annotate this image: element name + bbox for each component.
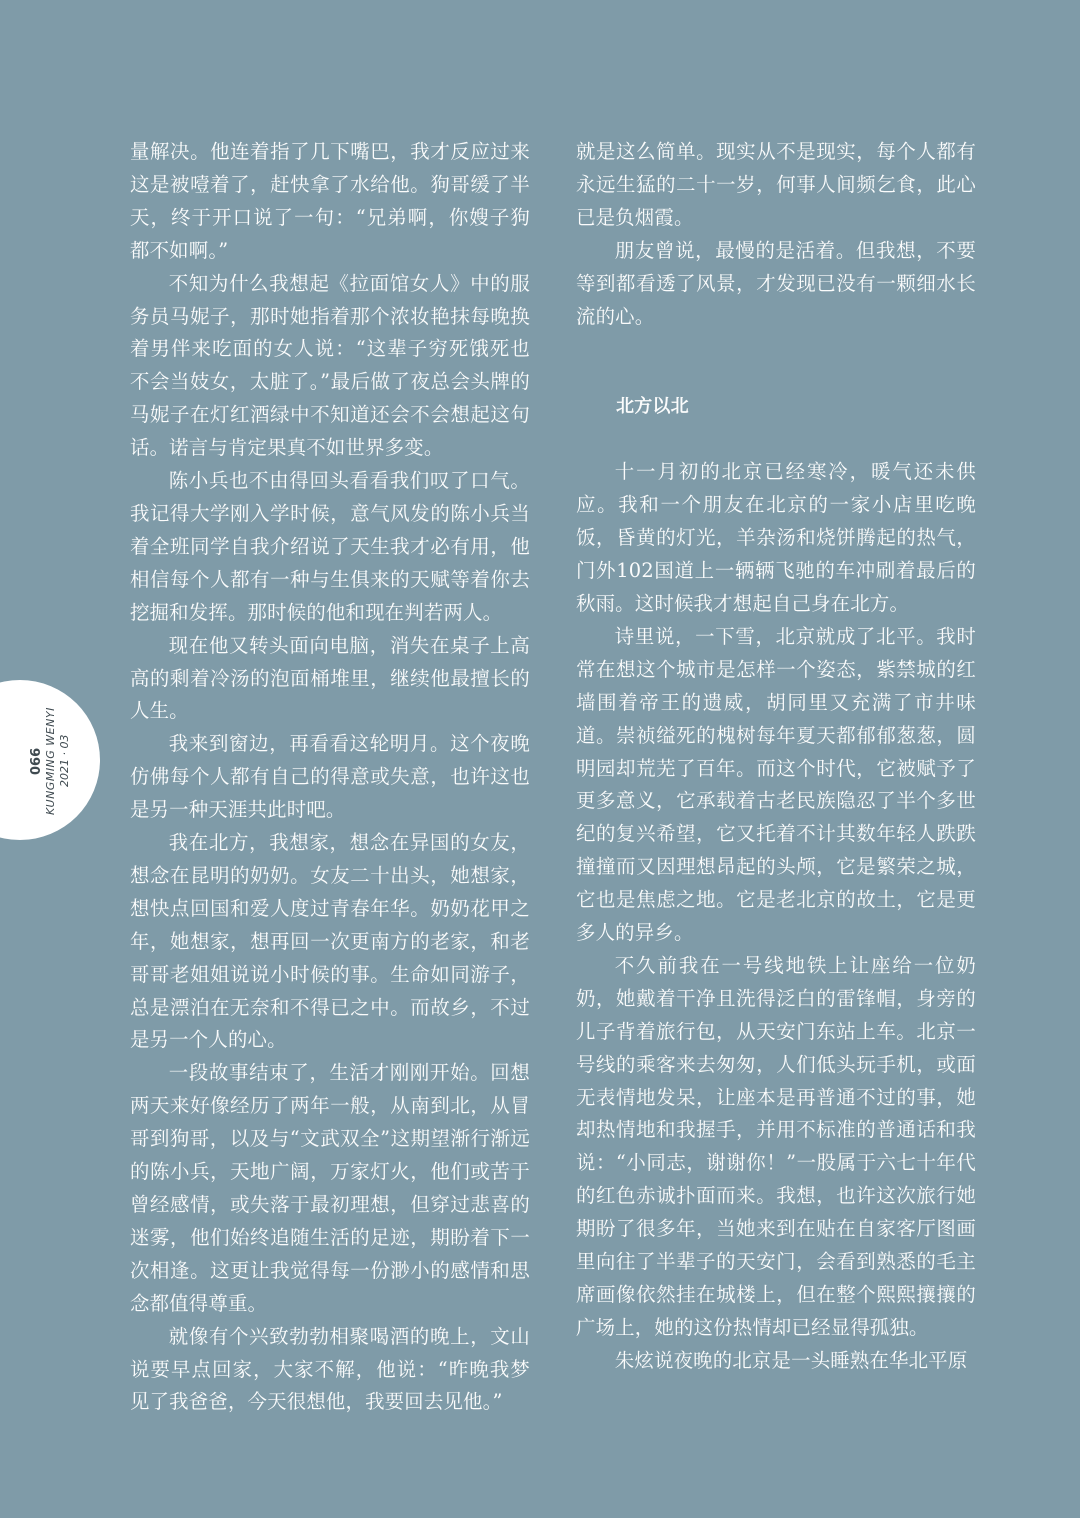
paragraph: 一段故事结束了，生活才刚刚开始。回想两天来好像经历了两年一般，从南到北，从冒哥到狗哥，以及与“文武双全”这期望渐行渐远的陈小兵，天地广阔，万家灯火，他们或苦于曾经感情，或失落于最初理想，但穿过悲喜的迷雾，他们始终追随生活的足迹，期盼着下一次相逢。这更让我觉得每一份渺小的感情和思念都值得尊重。 [130, 1061, 530, 1315]
page-number: 066 [29, 747, 44, 775]
paragraph: 十一月初的北京已经寒冷，暖气还未供应。我和一个朋友在北京的一家小店里吃晚饭，昏黄的灯光，羊杂汤和烧饼腾起的热气，门外102国道上一辆辆飞驰的车冲刷着最后的秋雨。这时候我才想起自己身在北方。 [576, 460, 976, 615]
paragraph: 现在他又转头面向电脑，消失在桌子上高高的剩着冷汤的泡面桶堆里，继续他最擅长的人生。 [130, 633, 530, 723]
paragraph: 朱炫说夜晚的北京是一头睡熟在华北平原 [614, 1348, 968, 1372]
paragraph: 朋友曾说，最慢的是活着。但我想，不要等到都看透了风景，才发现已没有一颗细水长流的心。 [576, 238, 976, 328]
paragraph: 诗里说，一下雪，北京就成了北平。我时常在想这个城市是怎样一个姿态，紫禁城的红墙围着帝王的遗威，胡同里又充满了市井味道。崇祯缢死的槐树每年夏天都郁郁葱葱，圆明园却荒芜了百年。而这个时代，它被赋予了更多意义，它承载着古老民族隐忍了半个多世纪的复兴希望，它又托着不计其数年轻人跌跌撞撞而又因理想昂起的头颅，它是繁荣之城，它也是焦虑之地。它是老北京的故土，它是更多人的异乡。 [576, 624, 976, 945]
paragraph: 我来到窗边，再看看这轮明月。这个夜晚仿佛每个人都有自己的得意或失意，也许这也是另一种天涯共此时吧。 [130, 732, 530, 822]
paragraph: 量解决。他连着指了几下嘴巴，我才反应过来这是被噎着了，赶快拿了水给他。狗哥缓了半天，终于开口说了一句：“兄弟啊，你嫂子狗都不如啊。” [130, 140, 530, 262]
magazine-name: KUNGMING WENYI [44, 707, 57, 815]
paragraph: 陈小兵也不由得回头看看我们叹了口气。我记得大学刚入学时候，意气风发的陈小兵当着全班同学自我介绍说了天生我才必有用，他相信每个人都有一种与生俱来的天赋等着你去挖掘和发挥。那时候的他和现在判若两人。 [130, 469, 530, 624]
right-text-column [576, 136, 976, 1378]
section-title: 北方以北 [616, 396, 689, 418]
page-folio [29, 688, 71, 834]
paragraph: 就像有个兴致勃勃相聚喝酒的晚上，文山说要早点回家，大家不解，他说：“昨晚我梦见了我爸爸，今天很想他，我要回去见他。” [130, 1324, 530, 1414]
issue-label: 2021 · 03 [58, 734, 71, 788]
paragraph: 不久前我在一号线地铁上让座给一位奶奶，她戴着干净且洗得泛白的雷锋帽，身旁的儿子背着旅行包，从天安门东站上车。北京一号线的乘客来去匆匆，人们低头玩手机，或面无表情地发呆，让座本是再普通不过的事，她却热情地和我握手，并用不标准的普通话和我说：“小同志，谢谢你！”一股属于六七十年代的红色赤诚扑面而来。我想，也许这次旅行她期盼了很多年，当她来到在贴在自家客厅图画里向往了半辈子的天安门，会看到熟悉的毛主席画像依然挂在城楼上，但在整个熙熙攘攘的广场上，她的这份热情却已经显得孤独。 [576, 953, 976, 1339]
paragraph: 我在北方，我想家，想念在异国的女友，想念在昆明的奶奶。女友二十出头，她想家，想快点回国和爱人度过青春年华。奶奶花甲之年，她想家，想再回一次更南方的老家，和老哥哥老姐姐说说小时候的事。生命如同游子，总是漂泊在无奈和不得已之中。而故乡，不过是另一个人的心。 [130, 831, 530, 1052]
paragraph: 不知为什么我想起《拉面馆女人》中的服务员马妮子，那时她指着那个浓妆艳抹每晚换着男伴来吃面的女人说：“这辈子穷死饿死也不会当妓女，太脏了。”最后做了夜总会头牌的马妮子在灯红酒绿中不知道还会不会想起这句话。诺言与肯定果真不如世界多变。 [130, 271, 530, 460]
left-text-column [130, 136, 530, 1419]
paragraph: 就是这么简单。现实从不是现实，每个人都有永远生猛的二十一岁，何事人间频乞食，此心已是负烟霞。 [576, 140, 976, 229]
